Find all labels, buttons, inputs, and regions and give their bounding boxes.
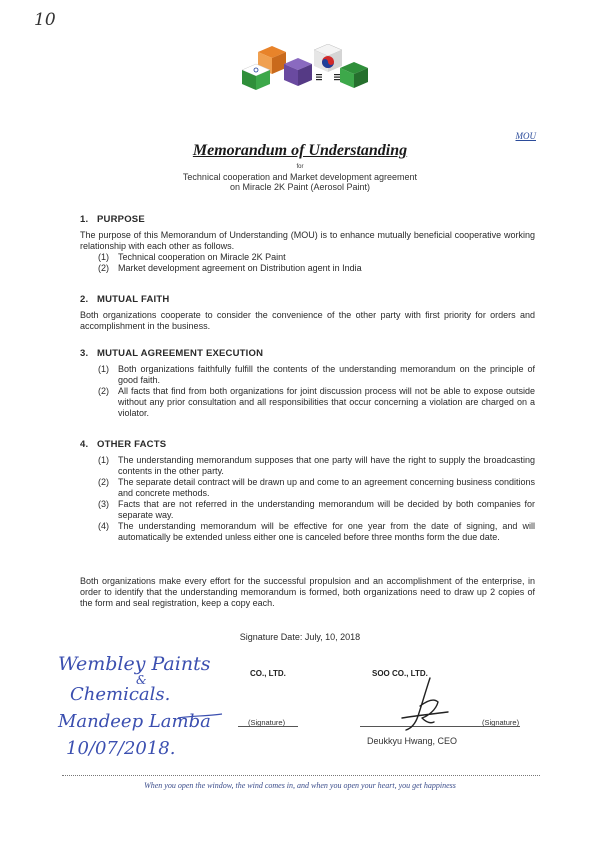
list-item: (1) Both organizations faithfully fulfill the contents of the understanding memorandum on the principle of good faith.: [98, 364, 535, 385]
left-company-name: CO., LTD.: [250, 669, 286, 678]
document-title: Memorandum of Understanding: [192, 142, 408, 159]
handwritten-line: &: [136, 673, 147, 687]
section-text: Both organizations cooperate to consider the convenience of the other party with first priority for orders and accomplishment in the business.: [80, 310, 535, 331]
list-item: (2) Market development agreement on Distribution agent in India: [98, 263, 362, 273]
list-item: (1) The understanding memorandum supposes that one party will have the right to supply the broadcasting contents in the other party.: [98, 455, 535, 476]
handwritten-line: 10/07/2018.: [66, 738, 176, 759]
signature-date: Signature Date: July, 10, 2018: [239, 632, 361, 642]
section-heading: 1. PURPOSE: [80, 214, 145, 225]
handwritten-page-number: 10: [34, 10, 56, 30]
right-handwritten-signature: [392, 676, 452, 736]
list-item: (2) All facts that find from both organizations for joint discussion process will not be able to expose outside without any prior consultation and all responsibilities that occur concerning a violation are charged on a violator.: [98, 386, 535, 418]
right-signer-name: Deukkyu Hwang, CEO: [367, 736, 458, 746]
list-item: (1) Technical cooperation on Miracle 2K Paint: [98, 252, 286, 262]
closing-paragraph: Both organizations make every effort for the successful propulsion and an accomplishment of the enterprise, in order to identify that the understanding memorandum is formed, both organizations need to draw up 2 copies of the form and seal registration, keep a copy each.: [80, 576, 535, 608]
right-company-name: SOO CO., LTD.: [372, 669, 428, 678]
list-item: (4) The understanding memorandum will be effective for one year from the date of signing, and will automatically be extended unless either one is canceled before three months form the due date.: [98, 521, 535, 542]
section-mutual-faith: [80, 294, 535, 332]
section-purpose: [80, 214, 535, 274]
handwritten-line: Chemicals.: [70, 684, 171, 705]
subtitle-line-1: Technical cooperation and Market development agreement: [182, 172, 418, 182]
list-item: (3) Facts that are not referred in the understanding memorandum will be decided by both companies for separate way.: [98, 499, 535, 520]
subtitle-for: for: [296, 164, 304, 170]
handwritten-line: Wembley Paints: [58, 653, 211, 675]
mou-tag: MOU: [515, 131, 536, 141]
left-signature-label: (Signature): [248, 718, 286, 727]
section-heading: 4. OTHER FACTS: [80, 439, 167, 450]
footer-motto: When you open the window, the wind comes in, and when you open your heart, you get happiness: [144, 781, 456, 790]
handwritten-line: Mandeep Lamba: [58, 711, 211, 732]
right-signature-label: (Signature): [482, 718, 520, 727]
section-text: The purpose of this Memorandum of Understanding (MOU) is to enhance mutually beneficial cooperative working relationship with each other as follows.: [80, 230, 535, 251]
list-item: (2) The separate detail contract will be drawn up and come to an agreement concerning business conditions and concrete methods.: [98, 477, 535, 498]
section-other-facts: [80, 439, 535, 543]
india-korea-logo: [228, 44, 368, 94]
footer-divider: [62, 775, 540, 776]
section-mutual-agreement-execution: [80, 348, 535, 419]
section-heading: 3. MUTUAL AGREEMENT EXECUTION: [80, 348, 264, 359]
left-signature-line: [238, 726, 298, 727]
section-heading: 2. MUTUAL FAITH: [80, 294, 170, 305]
subtitle-line-2: on Miracle 2K Paint (Aerosol Paint): [229, 182, 371, 192]
